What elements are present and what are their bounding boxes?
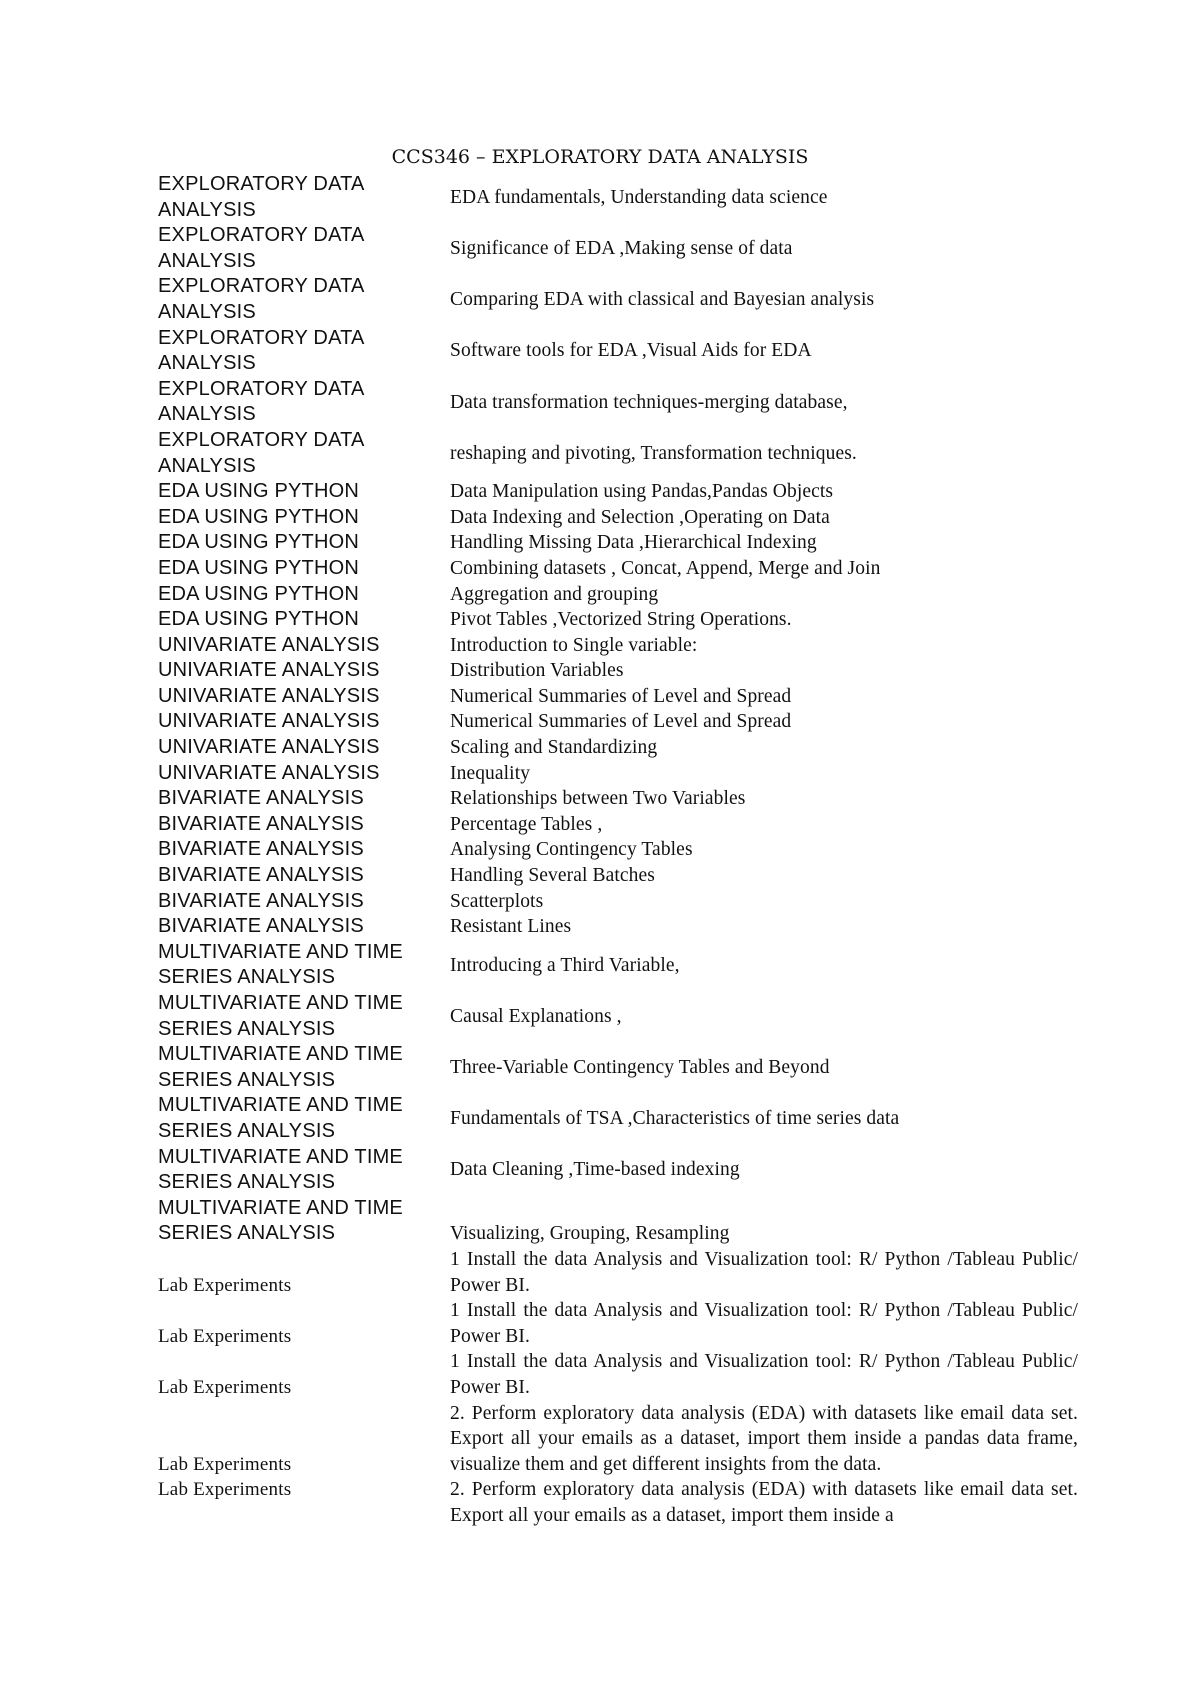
topic-text: Three-Variable Contingency Tables and Beyond [450,1056,830,1078]
unit-name: MULTIVARIATE AND TIME SERIES ANALYSIS [158,1145,403,1194]
table-row [158,633,1078,659]
topic-text: Handling Several Batches [450,865,655,887]
table-row [158,863,1078,889]
lab-row [158,1247,1078,1298]
table-row [158,172,1078,223]
unit-name: BIVARIATE ANALYSIS [158,787,364,810]
unit-name: EXPLORATORY DATA ANALYSIS [158,275,364,323]
unit-name: BIVARIATE ANALYSIS [158,889,364,912]
unit-name: MULTIVARIATE AND TIME SERIES ANALYSIS [158,1196,403,1245]
topic-text: Handling Missing Data ,Hierarchical Indexing [450,532,817,554]
topic-text: Scaling and Standardizing [450,737,658,759]
unit-name: BIVARIATE ANALYSIS [158,864,364,887]
topic-text: Numerical Summaries of Level and Spread [450,685,792,707]
topic-text: Numerical Summaries of Level and Spread [450,711,792,733]
topic-text: Resistant Lines [450,916,572,938]
unit-name: MULTIVARIATE AND TIME SERIES ANALYSIS [158,1043,403,1091]
topic-text: reshaping and pivoting, Transformation techniques. [450,442,857,464]
lab-row [158,1401,1078,1478]
topic-text: Fundamentals of TSA ,Characteristics of time series data [450,1108,900,1130]
unit-name: EDA USING PYTHON [158,531,360,554]
table-row [158,914,1078,940]
unit-name: BIVARIATE ANALYSIS [158,838,364,861]
unit-name: MULTIVARIATE AND TIME SERIES ANALYSIS [158,1094,403,1142]
topic-text: Aggregation and grouping [450,583,659,605]
table-row [158,991,1078,1042]
lab-row [158,1477,1078,1528]
topic-text: Significance of EDA ,Making sense of data [450,237,793,259]
topic-text: Data Manipulation using Pandas,Pandas Objects [450,481,834,503]
table-row [158,761,1078,787]
topic-text: Data Cleaning ,Time-based indexing [450,1159,740,1181]
table-row [158,223,1078,274]
unit-name: UNIVARIATE ANALYSIS [158,659,380,682]
table-row [158,786,1078,812]
lab-row [158,1298,1078,1349]
unit-name: EXPLORATORY DATA ANALYSIS [158,428,364,477]
lab-unit-name: Lab Experiments [158,1376,292,1398]
topic-text: Relationships between Two Variables [450,788,746,810]
unit-name: EDA USING PYTHON [158,505,360,528]
lab-topic-text: 1 Install the data Analysis and Visualization tool: R/ Python /Tableau Public/ Power BI. [450,1351,1078,1398]
topic-text: Combining datasets , Concat, Append, Merge and Join [450,557,881,579]
unit-name: UNIVARIATE ANALYSIS [158,633,380,656]
topic-text: Visualizing, Grouping, Resampling [450,1223,730,1245]
topic-text: Introduction to Single variable: [450,634,698,656]
table-row [158,812,1078,838]
table-row [158,1042,1078,1093]
table-row [158,837,1078,863]
unit-name: UNIVARIATE ANALYSIS [158,761,380,784]
topic-text: Inequality [450,762,531,784]
lab-topic-text: 2. Perform exploratory data analysis (EDA) with datasets like email data set. Export all your emails as a dataset, import them inside a [450,1479,1078,1526]
syllabus-table [158,172,1078,1528]
topic-text: Data Indexing and Selection ,Operating on Data [450,506,830,528]
table-row [158,556,1078,582]
unit-name: EXPLORATORY DATA ANALYSIS [158,224,364,272]
topic-text: Pivot Tables ,Vectorized String Operations. [450,609,792,631]
table-row [158,479,1078,505]
unit-name: EDA USING PYTHON [158,556,360,579]
topic-text: Analysing Contingency Tables [450,839,693,861]
table-row [158,377,1078,428]
unit-name: MULTIVARIATE AND TIME SERIES ANALYSIS [158,992,403,1040]
unit-name: EXPLORATORY DATA ANALYSIS [158,326,364,375]
unit-name: BIVARIATE ANALYSIS [158,915,364,938]
unit-name: BIVARIATE ANALYSIS [158,812,364,835]
lab-unit-name: Lab Experiments [158,1325,292,1347]
topic-text: Data transformation techniques-merging database, [450,391,848,413]
lab-row [158,1349,1078,1400]
lab-unit-name: Lab Experiments [158,1274,292,1296]
table-row [158,326,1078,377]
unit-name: MULTIVARIATE AND TIME SERIES ANALYSIS [158,940,403,989]
lab-topic-text: 2. Perform exploratory data analysis (EDA) with datasets like email data set. Export all your emails as a dataset, import them inside a pandas data frame, visualize them and get different insights from the data. [450,1402,1078,1475]
table-row [158,505,1078,531]
topic-text: Causal Explanations , [450,1005,622,1027]
table-row [158,607,1078,633]
table-row [158,428,1078,479]
table-row [158,684,1078,710]
topic-text: Software tools for EDA ,Visual Aids for EDA [450,340,812,362]
unit-name: UNIVARIATE ANALYSIS [158,710,380,733]
topic-text: Distribution Variables [450,660,624,682]
unit-name: EXPLORATORY DATA ANALYSIS [158,377,364,426]
unit-name: UNIVARIATE ANALYSIS [158,736,380,759]
table-row [158,1196,1078,1247]
table-row [158,658,1078,684]
table-row [158,889,1078,915]
table-row [158,582,1078,608]
lab-unit-name: Lab Experiments [158,1479,292,1501]
lab-topic-text: 1 Install the data Analysis and Visualization tool: R/ Python /Tableau Public/ Power BI. [450,1300,1078,1347]
table-row [158,709,1078,735]
table-row [158,1093,1078,1144]
topic-text: Introducing a Third Variable, [450,954,680,976]
document-title: CCS346 – EXPLORATORY DATA ANALYSIS [391,146,809,168]
table-row [158,735,1078,761]
table-row [158,940,1078,991]
lab-unit-name: Lab Experiments [158,1453,292,1475]
topic-text: Comparing EDA with classical and Bayesian analysis [450,289,875,311]
lab-topic-text: 1 Install the data Analysis and Visualization tool: R/ Python /Tableau Public/ Power BI. [450,1248,1078,1296]
unit-name: EDA USING PYTHON [158,480,360,503]
table-row [158,274,1078,325]
unit-name: EXPLORATORY DATA ANALYSIS [158,173,364,221]
topic-text: Scatterplots [450,890,544,912]
topic-text: EDA fundamentals, Understanding data science [450,186,828,208]
unit-name: UNIVARIATE ANALYSIS [158,684,380,707]
unit-name: EDA USING PYTHON [158,582,360,605]
topic-text: Percentage Tables , [450,813,603,835]
table-row [158,530,1078,556]
unit-name: EDA USING PYTHON [158,608,360,631]
table-row [158,1145,1078,1196]
